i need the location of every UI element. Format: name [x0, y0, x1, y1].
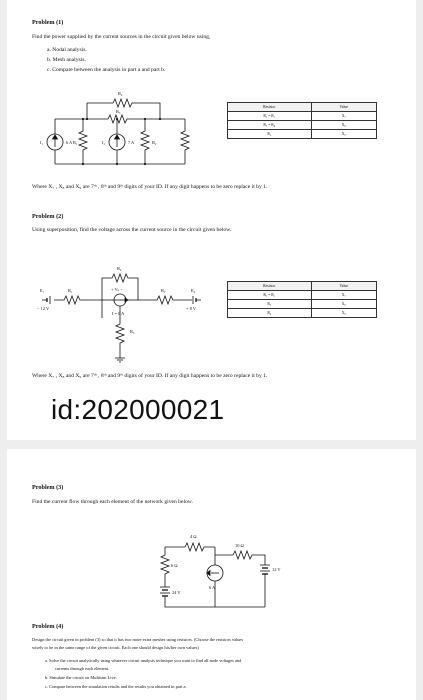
problem4-item-a-line1: a. Solve the circuit analytically using whatever circuit analysis technique you want to find all node voltages and: [45, 658, 242, 663]
table-cell: R₅: [228, 130, 312, 139]
problem3-prompt: Find the current flow through each element of the network given below.: [32, 499, 193, 505]
p1-label-r2: R₂: [152, 140, 157, 145]
table-cell: X₉: [311, 309, 376, 318]
problem4-item-b: b. Simulate the circuit on Multisim Live.: [45, 675, 117, 680]
p2-label-r4: R₄: [117, 266, 122, 271]
table-cell: R₃: [228, 300, 312, 309]
table-header: Value: [311, 103, 376, 112]
table-cell: R₁ = R₂: [228, 112, 312, 121]
p1-label-6a: 6 A: [66, 140, 73, 145]
p3-label-10ohm: 10 Ω: [235, 543, 244, 548]
table-header: Resistor: [228, 103, 312, 112]
table-cell: X₈: [311, 121, 376, 130]
document-page-1: [7, 0, 416, 440]
table-cell: X₉: [311, 130, 376, 139]
table-header: Value: [311, 282, 376, 291]
table-header: Resistor: [228, 282, 312, 291]
p2-label-e2v: + 8 V: [186, 306, 196, 311]
p1-label-r3: R₃: [116, 109, 121, 114]
problem2-prompt: Using superposition, find the voltage across the current source in the circuit given below.: [32, 227, 232, 233]
problem4-prompt-line2: wisely to be in the same range of the given circuit. Each one should design his/her own values): [32, 645, 199, 650]
problem4-title: Problem (4): [32, 623, 64, 630]
problem2-note: Where X₇ , X₈ and X₉ are 7ᵗʰ , 8ᵗʰ and 9ᵗʰ digits of your ID. If any digit happens to be zero replace it by 1.: [32, 373, 268, 379]
p2-label-is: I = 6 A: [112, 311, 125, 316]
problem1-item-b: b. Mesh analysis.: [47, 57, 86, 63]
problem4-item-c: c. Compare between the simulation results and the results you obtained in part a.: [45, 684, 187, 689]
problem2-circuit-diagram: [32, 262, 232, 372]
student-id: id:202000021: [51, 394, 225, 425]
p1-label-r1: R₁: [73, 140, 78, 145]
table-cell: X₈: [311, 300, 376, 309]
problem1-note: Where X₇ , X₈ and X₉ are 7ᵗʰ , 8ᵗʰ and 9ᵗʰ digits of your ID. If any digit happens to be zero replace it by 1.: [32, 184, 268, 190]
problem1-item-a: a. Nodal analysis.: [47, 47, 87, 53]
p2-label-e1: E₁: [40, 288, 45, 293]
p2-label-r2: R₂: [161, 288, 166, 293]
table-cell: R₁ = R₂: [228, 291, 312, 300]
p2-label-r3: R₃: [130, 329, 135, 334]
p3-label-6ohm: 6 Ω: [171, 563, 178, 568]
table-cell: X₇: [311, 291, 376, 300]
problem1-prompt: Find the power supplied by the current sources in the circuit given below using,: [32, 34, 211, 40]
problem4-item-a-line2: currents through each element.: [55, 666, 110, 671]
p2-label-r1: R₁: [68, 288, 73, 293]
p3-label-6a: 6 A: [209, 585, 216, 590]
problem2-value-table: [227, 281, 377, 318]
problem1-circuit-diagram: [35, 86, 205, 181]
problem1-value-table: [227, 102, 377, 139]
p1-label-r4: R₄: [118, 91, 123, 96]
p3-label-24v: 24 V: [172, 590, 181, 595]
problem3-title: Problem (3): [32, 484, 64, 491]
problem1-title: Problem (1): [32, 19, 64, 26]
document-page-2: [7, 449, 416, 700]
p3-label-4ohm: 4 Ω: [190, 534, 197, 539]
table-cell: R₄: [228, 309, 312, 318]
p1-label-7a: 7 A: [128, 140, 135, 145]
p2-label-e2: E₂: [191, 288, 196, 293]
p3-label-12v: 12 V: [272, 567, 281, 572]
table-cell: R₃ = R₄: [228, 121, 312, 130]
p1-label-i1: I₁: [40, 140, 43, 145]
problem4-prompt-line1: Design the circuit given in problem (3) so that it has two more extra meshes using resistors. (Choose the resistors values: [32, 637, 244, 642]
p1-label-i2: I₂: [102, 140, 105, 145]
problem2-title: Problem (2): [32, 213, 64, 220]
problem1-item-c: c. Compare between the analysis in part a and part b.: [47, 67, 166, 73]
problem3-circuit-diagram: [145, 527, 285, 617]
p2-label-e1v: − 12 V: [37, 306, 50, 311]
p2-label-vs: + Vₛ −: [111, 287, 123, 292]
table-cell: X₇: [311, 112, 376, 121]
